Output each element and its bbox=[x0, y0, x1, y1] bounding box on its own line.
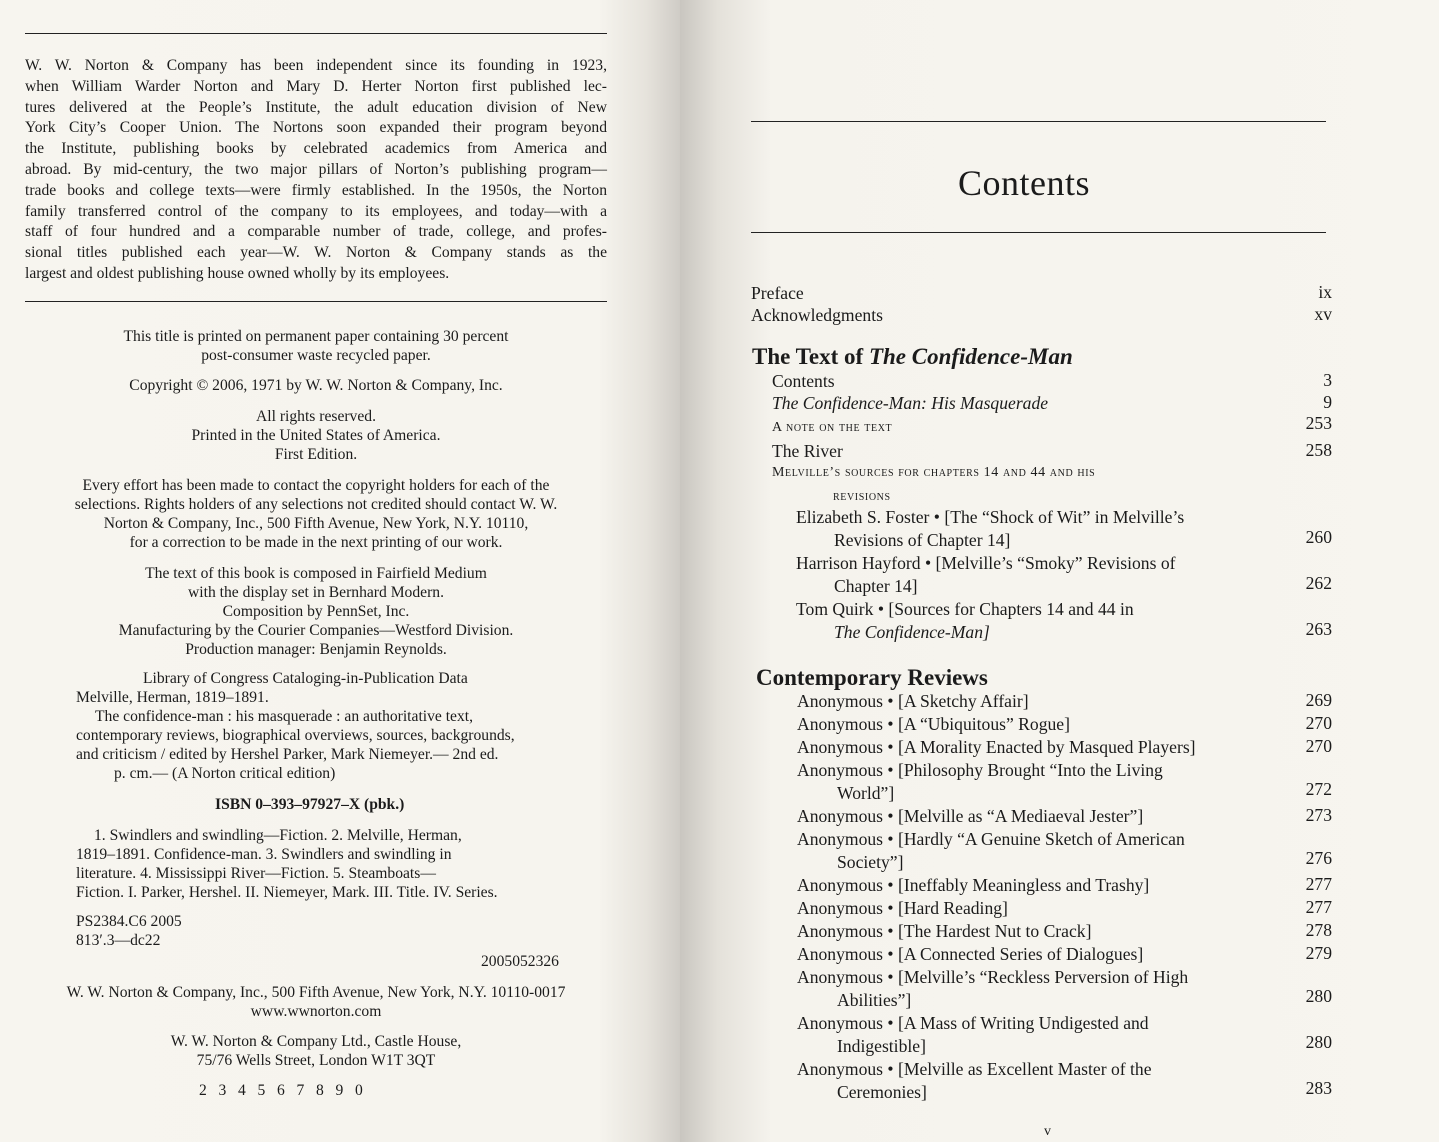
toc-entry: The Confidence-Man: His Masquerade bbox=[772, 393, 1049, 413]
isbn: ISBN 0–393–97927–X (pbk.) bbox=[215, 796, 405, 813]
section-heading-italic: The Confidence-Man bbox=[868, 344, 1073, 369]
classification-line: PS2384.C6 2005 bbox=[76, 913, 182, 930]
toc-page-number: 278 bbox=[1305, 920, 1332, 940]
history-bottom-rule bbox=[25, 301, 607, 302]
cip-author: Melville, Herman, 1819–1891. bbox=[76, 689, 269, 706]
toc-page-number: 3 bbox=[1323, 370, 1332, 390]
review-entry-cont: Indigestible] bbox=[837, 1036, 926, 1056]
history-line: the Institute, publishing books by celebrated academics from America and bbox=[25, 140, 607, 158]
review-entry: Anonymous • [A “Ubiquitous” Rogue] bbox=[797, 714, 1070, 734]
uk-address-line: 75/76 Wells Street, London W1T 3QT bbox=[196, 1051, 436, 1069]
rights-line: First Edition. bbox=[274, 445, 358, 463]
us-address bbox=[25, 984, 607, 1022]
history-line: trade books and college texts—were firmly established. In the 1950s, the Norton bbox=[25, 181, 607, 199]
uk-address-line: W. W. Norton & Company Ltd., Castle House, bbox=[170, 1033, 462, 1050]
toc-page-number: 270 bbox=[1305, 713, 1332, 733]
publisher-history bbox=[25, 56, 607, 285]
toc-page-number: 276 bbox=[1305, 848, 1332, 868]
history-line: largest and oldest publishing house owned wholly by its employees. bbox=[25, 264, 450, 282]
review-entry: Anonymous • [A Mass of Writing Undigested and bbox=[797, 1013, 1149, 1033]
review-entry-cont: Ceremonies] bbox=[837, 1082, 927, 1102]
toc-entry: The River bbox=[772, 441, 843, 461]
history-line: abroad. By mid-century, the two major pillars of Norton’s publishing program— bbox=[25, 160, 607, 178]
toc-page-number: xv bbox=[1314, 304, 1332, 324]
paper-note-line: post-consumer waste recycled paper. bbox=[201, 346, 431, 364]
effort-line: for a correction to be made in the next printing of our work. bbox=[129, 533, 503, 551]
us-address-line: W. W. Norton & Company, Inc., 500 Fifth Avenue, New York, N.Y. 10110-0017 bbox=[66, 984, 566, 1001]
review-entry: Anonymous • [The Hardest Nut to Crack] bbox=[797, 921, 1092, 941]
subject-line: 1819–1891. Confidence-man. 3. Swindlers and swindling in bbox=[76, 845, 452, 863]
toc-page-number: 280 bbox=[1305, 986, 1332, 1006]
us-address-line: www.wwnorton.com bbox=[250, 1002, 382, 1020]
toc-page-number: 269 bbox=[1305, 690, 1332, 710]
toc-entry: A note on the text bbox=[772, 420, 893, 435]
effort-line: Norton & Company, Inc., 500 Fifth Avenue, New York, N.Y. 10110, bbox=[103, 514, 529, 532]
subject-line: Fiction. I. Parker, Hershel. II. Niemeyer, Mark. III. Title. IV. Series. bbox=[76, 883, 498, 901]
top-rule bbox=[25, 33, 607, 34]
composition-line: Manufacturing by the Courier Companies—Westford Division. bbox=[118, 621, 514, 639]
review-entry: Anonymous • [Hard Reading] bbox=[797, 898, 1008, 918]
effort-line: selections. Rights holders of any selections not credited should contact W. W. bbox=[74, 495, 558, 513]
review-entry-cont: Abilities”] bbox=[837, 990, 912, 1010]
sources-heading: Melville’s sources for chapters 14 and 44 and his bbox=[772, 465, 1096, 480]
contents-top-rule bbox=[751, 121, 1326, 122]
copyright-line: Copyright © 2006, 1971 by W. W. Norton & Company, Inc. bbox=[129, 377, 503, 394]
toc-page-number: 262 bbox=[1305, 573, 1332, 593]
toc-page-number: 260 bbox=[1305, 527, 1332, 547]
history-line: when William Warder Norton and Mary D. Herter Norton first published lec- bbox=[25, 77, 607, 95]
printing-line: 2 3 4 5 6 7 8 9 0 bbox=[199, 1082, 363, 1099]
cip-desc-line: The confidence-man : his masquerade : an authoritative text, bbox=[95, 708, 474, 725]
toc-front-entry: Preface bbox=[751, 283, 804, 303]
composition-credits bbox=[40, 565, 592, 660]
toc-page-number: 273 bbox=[1305, 805, 1332, 825]
history-line: sional titles published each year—W. W. Norton & Company stands as the bbox=[25, 244, 607, 262]
subject-line: 1. Swindlers and swindling—Fiction. 2. Melville, Herman, bbox=[94, 827, 462, 844]
lccn: 2005052326 bbox=[481, 953, 559, 970]
rights-line: Printed in the United States of America. bbox=[191, 426, 441, 444]
review-entry: Anonymous • [Philosophy Brought “Into the Living bbox=[797, 760, 1163, 780]
review-entry-cont: Society”] bbox=[837, 852, 904, 872]
review-entry: Anonymous • [A Morality Enacted by Masqued Players] bbox=[797, 737, 1196, 757]
review-entry-cont: World”] bbox=[837, 783, 895, 803]
toc-entry: Contents bbox=[772, 371, 835, 391]
toc-page-number: 263 bbox=[1305, 619, 1332, 639]
contents-title-rule bbox=[751, 232, 1326, 233]
history-line: staff of four hundred and a comparable number of trade, college, and profes- bbox=[25, 223, 607, 241]
rights-block bbox=[40, 408, 592, 465]
review-entry: Anonymous • [A Sketchy Affair] bbox=[797, 691, 1029, 711]
contents-title: Contents bbox=[958, 163, 1091, 203]
toc-page-number: 258 bbox=[1305, 440, 1332, 460]
page-number: v bbox=[1044, 1124, 1051, 1139]
source-entry: Harrison Hayford • [Melville’s “Smoky” Revisions of bbox=[796, 553, 1176, 573]
uk-address bbox=[40, 1033, 592, 1071]
toc-page-number: 272 bbox=[1305, 779, 1332, 799]
toc-page-number: 277 bbox=[1305, 874, 1332, 894]
history-line: W. W. Norton & Company has been independent since its founding in 1923, bbox=[25, 57, 607, 74]
toc-page-number: ix bbox=[1318, 282, 1332, 302]
rights-line: All rights reserved. bbox=[256, 408, 376, 425]
review-entry: Anonymous • [A Connected Series of Dialogues] bbox=[797, 944, 1144, 964]
paper-note bbox=[40, 328, 592, 366]
effort-notice bbox=[25, 477, 607, 553]
history-line: tures delivered at the People’s Institute, the adult education division of New bbox=[25, 98, 607, 116]
cip-heading: Library of Congress Cataloging-in-Publication Data bbox=[143, 670, 468, 687]
toc-page-number: 279 bbox=[1305, 943, 1332, 963]
composition-line: with the display set in Bernhard Modern. bbox=[188, 583, 444, 601]
subject-line: literature. 4. Mississippi River—Fiction. 5. Steamboats— bbox=[76, 864, 436, 882]
effort-line: Every effort has been made to contact the copyright holders for each of the bbox=[82, 477, 550, 494]
copyright-page bbox=[0, 0, 680, 1142]
toc-page-number: 277 bbox=[1305, 897, 1332, 917]
toc-page-number: 9 bbox=[1323, 392, 1332, 412]
history-line: family transferred control of the company to its employees, and today—with a bbox=[25, 202, 607, 220]
source-entry-cont: Chapter 14] bbox=[834, 576, 918, 596]
sources-heading: revisions bbox=[833, 489, 891, 504]
toc-page-number: 253 bbox=[1305, 413, 1332, 433]
review-entry: Anonymous • [Ineffably Meaningless and Trashy] bbox=[797, 875, 1150, 895]
section-heading-text bbox=[752, 344, 1073, 370]
classification-line: 813′.3—dc22 bbox=[76, 931, 161, 949]
section-heading-text: Contemporary Reviews bbox=[756, 665, 988, 690]
section-heading-plain: The Text of bbox=[752, 344, 869, 369]
cip-subjects bbox=[76, 827, 498, 903]
review-entry: Anonymous • [Melville as “A Mediaeval Jester”] bbox=[797, 806, 1144, 826]
cip-desc-line: contemporary reviews, biographical overviews, sources, backgrounds, bbox=[76, 726, 515, 744]
toc-page-number: 283 bbox=[1305, 1078, 1332, 1098]
classification bbox=[76, 913, 182, 951]
composition-line: Production manager: Benjamin Reynolds. bbox=[185, 640, 447, 658]
composition-line: The text of this book is composed in Fairfield Medium bbox=[145, 565, 487, 582]
toc-page-number: 280 bbox=[1305, 1032, 1332, 1052]
toc-page-number: 270 bbox=[1305, 736, 1332, 756]
composition-line: Composition by PennSet, Inc. bbox=[222, 602, 410, 620]
source-entry-cont: Revisions of Chapter 14] bbox=[834, 530, 1011, 550]
review-entry: Anonymous • [Melville’s “Reckless Perversion of High bbox=[797, 967, 1189, 987]
cip-desc-line: p. cm.— (A Norton critical edition) bbox=[114, 764, 336, 782]
cip-description bbox=[76, 708, 515, 784]
history-line: York City’s Cooper Union. The Nortons soon expanded their program beyond bbox=[25, 119, 607, 137]
cip-desc-line: and criticism / edited by Hershel Parker, Mark Niemeyer.— 2nd ed. bbox=[76, 745, 499, 763]
paper-note-line: This title is printed on permanent paper containing 30 percent bbox=[123, 328, 509, 345]
toc-front-entry: Acknowledgments bbox=[751, 305, 883, 325]
source-entry-cont: The Confidence-Man] bbox=[834, 622, 990, 642]
source-entry: Elizabeth S. Foster • [The “Shock of Wit” in Melville’s bbox=[796, 507, 1185, 527]
review-entry: Anonymous • [Melville as Excellent Master of the bbox=[797, 1059, 1152, 1079]
review-entry: Anonymous • [Hardly “A Genuine Sketch of American bbox=[797, 829, 1185, 849]
source-entry: Tom Quirk • [Sources for Chapters 14 and 44 in bbox=[796, 599, 1134, 619]
